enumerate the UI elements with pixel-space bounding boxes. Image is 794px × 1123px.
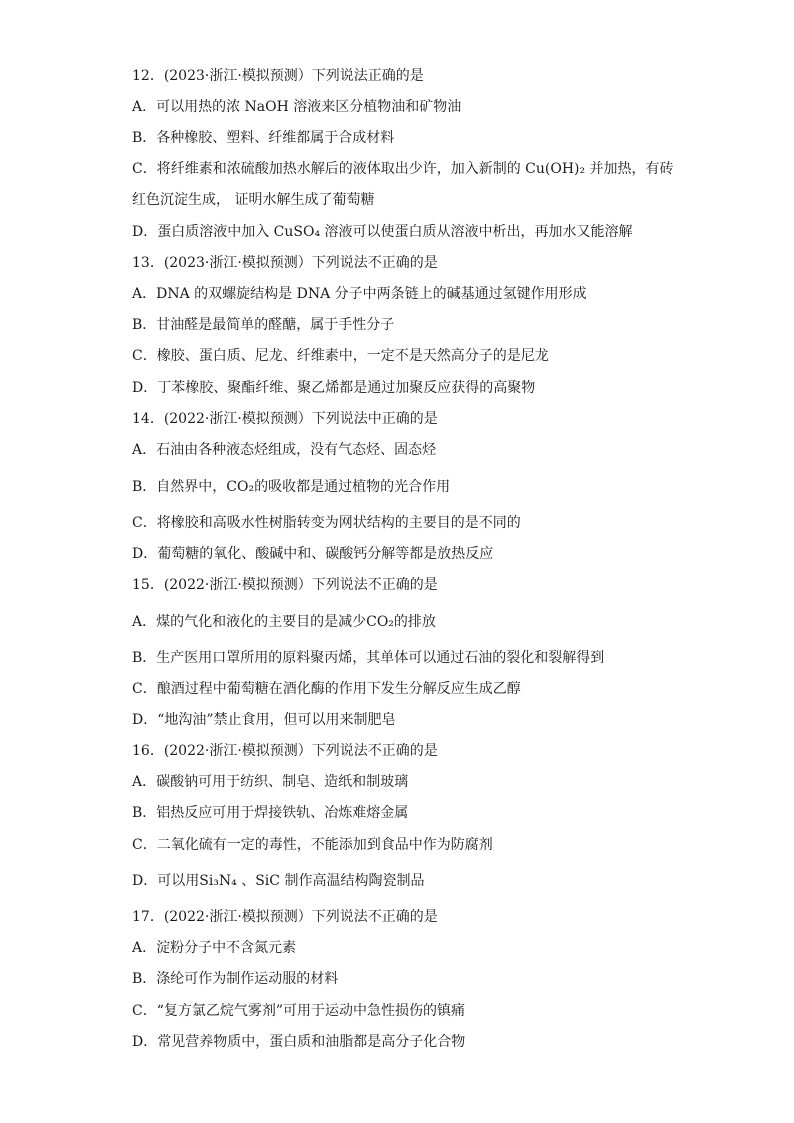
question-16-stem: 16．(2022·浙江·模拟预测）下列说法不正确的是 xyxy=(132,743,438,759)
question-17-option-b: B．涤纶可作为制作运动服的材料 xyxy=(132,971,339,987)
question-17-option-c: C．“复方氯乙烷气雾剂”可用于运动中急性损伤的镇痛 xyxy=(132,1003,466,1019)
question-15-option-d: D．“地沟油”禁止食用，但可以用来制肥皂 xyxy=(132,712,396,728)
question-14-option-c: C．将橡胶和高吸水性树脂转变为网状结构的主要目的是不同的 xyxy=(132,515,521,531)
question-13-option-c: C．橡胶、蛋白质、尼龙、纤维素中，一定不是天然高分子的是尼龙 xyxy=(132,348,549,364)
question-12-option-c-cont: 红色沉淀生成， 证明水解生成了葡萄糖 xyxy=(132,192,375,208)
question-12-option-c: C．将纤维素和浓硫酸加热水解后的液体取出少许，加入新制的 Cu(OH)₂ 并加热，有砖 xyxy=(132,161,674,177)
question-15-option-c: C．酿酒过程中葡萄糖在酒化酶的作用下发生分解反应生成乙醇 xyxy=(132,681,521,697)
question-16-option-a: A．碳酸钠可用于纺织、制皂、造纸和制玻璃 xyxy=(132,774,409,790)
question-16-option-c: C．二氧化硫有一定的毒性，不能添加到食品中作为防腐剂 xyxy=(132,837,493,853)
question-15-option-b: B．生产医用口罩所用的原料聚丙烯，其单体可以通过石油的裂化和裂解得到 xyxy=(132,650,605,666)
question-17-stem: 17．(2022·浙江·模拟预测）下列说法不正确的是 xyxy=(132,909,438,925)
question-12-stem: 12．(2023·浙江·模拟预测）下列说法正确的是 xyxy=(132,68,424,84)
question-13-option-d: D．丁苯橡胶、聚酯纤维、聚乙烯都是通过加聚反应获得的高聚物 xyxy=(132,380,536,396)
question-15-option-a: A．煤的气化和液化的主要目的是减少CO₂的排放 xyxy=(132,614,436,630)
question-14-option-b: B．自然界中，CO₂的吸收都是通过植物的光合作用 xyxy=(132,479,451,495)
question-16-option-d: D．可以用Si₃N₄ 、SiC 制作高温结构陶瓷制品 xyxy=(132,873,425,889)
question-14-option-a: A．石油由各种液态烃组成，没有气态烃、固态烃 xyxy=(132,442,437,458)
question-13-option-b: B．甘油醛是最简单的醛醣，属于手性分子 xyxy=(132,317,395,333)
question-15-stem: 15．(2022·浙江·模拟预测）下列说法不正确的是 xyxy=(132,577,438,593)
question-12-option-d: D．蛋白质溶液中加入 CuSO₄ 溶液可以使蛋白质从溶液中析出，再加水又能溶解 xyxy=(132,224,633,240)
question-17-option-a: A．淀粉分子中不含氮元素 xyxy=(132,940,297,956)
question-13-option-a: A．DNA 的双螺旋结构是 DNA 分子中两条链上的碱基通过氢键作用形成 xyxy=(132,286,587,302)
question-12-option-a: A．可以用热的浓 NaOH 溶液来区分植物油和矿物油 xyxy=(132,99,462,115)
question-12-option-b: B．各种橡胶、塑料、纤维都属于合成材料 xyxy=(132,130,395,146)
question-17-option-d: D．常见营养物质中，蛋白质和油脂都是高分子化合物 xyxy=(132,1034,466,1050)
question-16-option-b: B．铝热反应可用于焊接铁轨、冶炼难熔金属 xyxy=(132,805,409,821)
question-14-option-d: D．葡萄糖的氧化、酸碱中和、碳酸钙分解等都是放热反应 xyxy=(132,546,494,562)
question-14-stem: 14．(2022·浙江·模拟预测）下列说法中正确的是 xyxy=(132,411,438,427)
question-13-stem: 13．(2023·浙江·模拟预测）下列说法不正确的是 xyxy=(132,255,438,271)
